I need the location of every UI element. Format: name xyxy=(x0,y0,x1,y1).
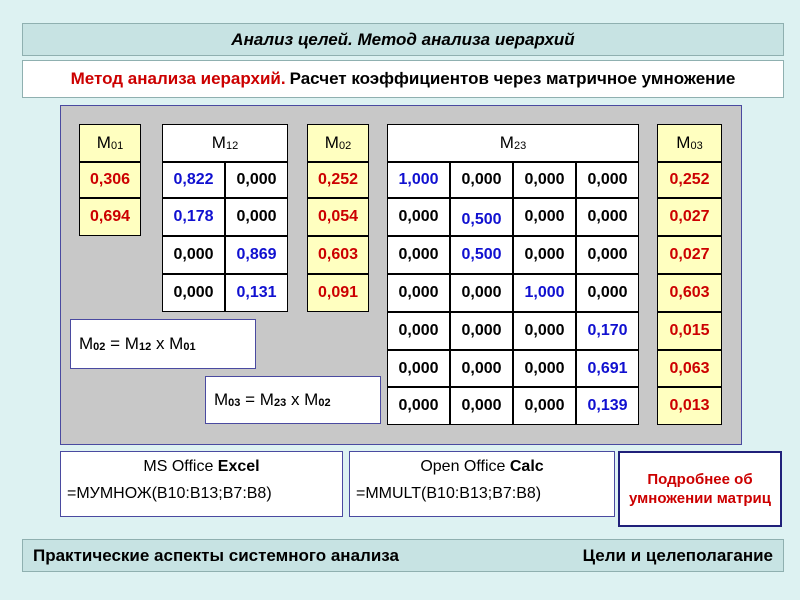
calc-formula-box xyxy=(349,451,615,517)
matrix-m23-cell: 0,000 xyxy=(576,162,639,198)
matrix-m03-cell: 0,013 xyxy=(657,387,722,425)
matrix-m23-cell: 0,000 xyxy=(513,312,576,350)
excel-product-label: MS Office Excel xyxy=(143,458,260,475)
matrix-m23-cell: 1,000 xyxy=(513,274,576,312)
matrix-m02-cell: 0,252 xyxy=(307,162,369,198)
matrix-m23-cell: 0,000 xyxy=(450,312,513,350)
matrix-m12-cell: 0,000 xyxy=(162,236,225,274)
formula-m02: M $_{02}$ = M $_{12}$ x M $_{01}$ xyxy=(70,319,256,369)
matrix-m23-cell: 0,000 xyxy=(387,312,450,350)
excel-formula-text: =МУМНОЖ(B10:B13;B7:B8) xyxy=(67,485,272,502)
matrix-m23-cell: 0,500 xyxy=(450,198,513,236)
matrix-m23-cell: 0,139 xyxy=(576,387,639,425)
matrix-m12-cell: 0,869 xyxy=(225,236,288,274)
slide-title: Анализ целей. Метод анализа иерархий xyxy=(22,23,784,56)
subtitle-method: Метод анализа иерархий. xyxy=(70,69,286,88)
matrix-m23-cell: 0,000 xyxy=(387,350,450,387)
matrix-m03-cell: 0,027 xyxy=(657,198,722,236)
matrix-m23-cell: 0,000 xyxy=(513,350,576,387)
matrix-m23-header: M $_{23}$ xyxy=(387,124,639,162)
matrix-m02-cell: 0,603 xyxy=(307,236,369,274)
matrix-m03-header: M $_{03}$ xyxy=(657,124,722,162)
matrix-m12-cell: 0,000 xyxy=(225,198,288,236)
matrix-m12-cell: 0,131 xyxy=(225,274,288,312)
matrix-m03-cell: 0,027 xyxy=(657,236,722,274)
matrix-m23-cell: 0,170 xyxy=(576,312,639,350)
matrix-m03-cell: 0,063 xyxy=(657,350,722,387)
matrix-m03-cell: 0,015 xyxy=(657,312,722,350)
matrix-m02-cell: 0,091 xyxy=(307,274,369,312)
footer-topic: Цели и целеполагание xyxy=(582,546,773,565)
matrix-m03-cell: 0,603 xyxy=(657,274,722,312)
matrix-m23-cell: 0,500 xyxy=(450,236,513,274)
matrix-m23-cell: 0,000 xyxy=(450,350,513,387)
matrix-m01-header: M $_{01}$ xyxy=(79,124,141,162)
matrix-m23-cell: 0,000 xyxy=(576,198,639,236)
matrix-m23-cell: 0,000 xyxy=(450,162,513,198)
matrix-m12-cell: 0,822 xyxy=(162,162,225,198)
subtitle-description: Расчет коэффициентов через матричное умножение xyxy=(289,69,736,88)
matrix-m01-cell: 0,306 xyxy=(79,162,141,198)
calc-product-label: Open Office Calc xyxy=(420,458,544,475)
matrix-m23-cell: 0,000 xyxy=(450,274,513,312)
calc-formula-text: =MMULT(B10:B13;B7:B8) xyxy=(356,485,542,502)
matrix-m23-cell: 0,000 xyxy=(387,274,450,312)
excel-formula-box xyxy=(60,451,343,517)
matrix-m12-cell: 0,178 xyxy=(162,198,225,236)
matrix-m12-cell: 0,000 xyxy=(162,274,225,312)
matrix-m23-cell: 1,000 xyxy=(387,162,450,198)
matrix-m23-cell: 0,000 xyxy=(513,236,576,274)
matrix-m23-cell: 0,000 xyxy=(576,236,639,274)
matrix-m12-header: M $_{12}$ xyxy=(162,124,288,162)
matrix-m23-cell: 0,000 xyxy=(513,162,576,198)
matrix-m23-cell: 0,000 xyxy=(387,387,450,425)
matrix-m23-cell: 0,000 xyxy=(387,236,450,274)
slide-footer xyxy=(22,539,784,572)
matrix-m23-cell: 0,000 xyxy=(513,198,576,236)
matrix-m23-cell: 0,691 xyxy=(576,350,639,387)
slide-subtitle xyxy=(22,60,784,98)
footer-course-title: Практические аспекты системного анализа xyxy=(33,546,399,565)
matrix-m03-cell: 0,252 xyxy=(657,162,722,198)
matrix-multiplication-link[interactable]: Подробнее об умножении матриц xyxy=(618,451,782,527)
matrix-m23-cell: 0,000 xyxy=(576,274,639,312)
formula-m03: M $_{03}$ = M $_{23}$ x M $_{02}$ xyxy=(205,376,381,424)
matrix-m02-cell: 0,054 xyxy=(307,198,369,236)
matrix-m02-header: M $_{02}$ xyxy=(307,124,369,162)
matrix-m12-cell: 0,000 xyxy=(225,162,288,198)
matrix-m23-cell: 0,000 xyxy=(387,198,450,236)
matrix-m23-cell: 0,000 xyxy=(513,387,576,425)
matrix-m01-cell: 0,694 xyxy=(79,198,141,236)
matrix-m23-cell: 0,000 xyxy=(450,387,513,425)
